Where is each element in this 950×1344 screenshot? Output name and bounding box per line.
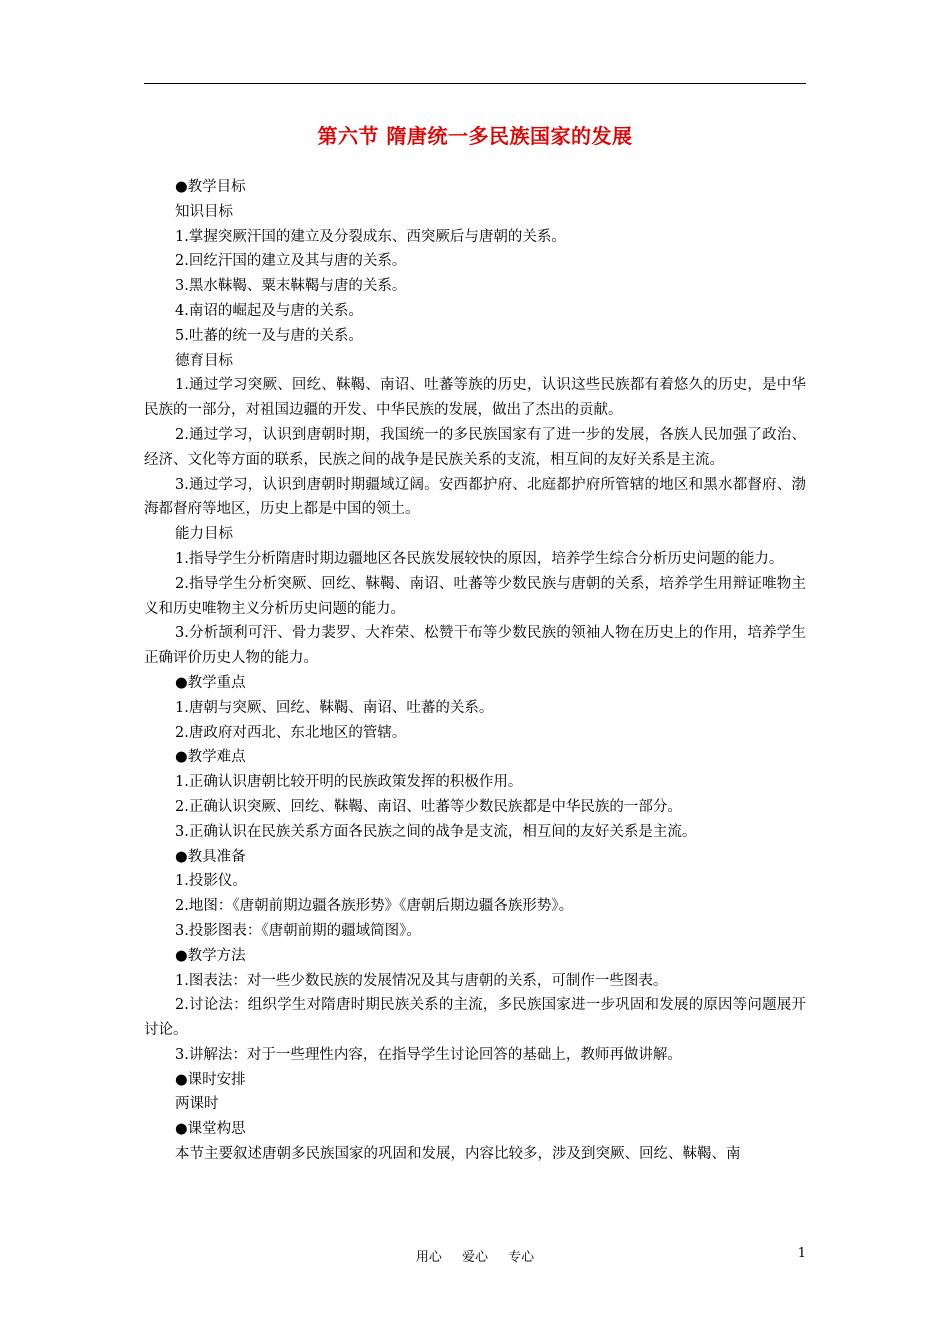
section-heading-difficulty: ●教学难点 <box>175 749 246 766</box>
focus-item-2: 2.唐政府对西北、东北地区的管辖。 <box>175 724 407 741</box>
section-heading-focus: ●教学重点 <box>175 674 246 691</box>
ability-item-1: 1.指导学生分析隋唐时期边疆地区各民族发展较快的原因，培养学生综合分析历史问题的能力。 <box>175 550 784 567</box>
methods-item-3: 3.讲解法：对于一些理性内容，在指导学生讨论回答的基础上，教师再做讲解。 <box>175 1046 682 1063</box>
document-body <box>144 175 806 1167</box>
knowledge-item-3: 3.黑水靺鞨、粟末靺鞨与唐的关系。 <box>175 278 407 295</box>
section-heading-design: ●课堂构思 <box>175 1121 246 1138</box>
page-footer <box>0 1246 950 1270</box>
knowledge-item-5: 5.吐蕃的统一及与唐的关系。 <box>175 327 363 344</box>
section-heading-methods: ●教学方法 <box>175 947 246 964</box>
difficulty-item-1: 1.正确认识唐朝比较开明的民族政策发挥的积极作用。 <box>175 774 523 791</box>
footer-motto-item: 爱心 <box>461 1250 488 1265</box>
section-heading-schedule: ●课时安排 <box>175 1071 246 1088</box>
materials-item-1: 1.投影仪。 <box>175 873 247 890</box>
page-title: 第六节 隋唐统一多民族国家的发展 <box>317 124 633 148</box>
methods-item-2: 2.讨论法：组织学生对隋唐时期民族关系的主流，多民族国家进一步巩固和发展的原因等问题展开讨论。 <box>144 997 806 1039</box>
section-heading-materials: ●教具准备 <box>175 848 246 865</box>
methods-item-1: 1.图表法：对一些少数民族的发展情况及其与唐朝的关系，可制作一些图表。 <box>175 972 668 989</box>
ability-item-2: 2.指导学生分析突厥、回纥、靺鞨、南诏、吐蕃等少数民族与唐朝的关系，培养学生用辩证唯物主义和历史唯物主义分析历史问题的能力。 <box>144 575 806 617</box>
difficulty-item-3: 3.正确认识在民族关系方面各民族之间的战争是支流，相互间的友好关系是主流。 <box>175 823 697 840</box>
moral-item-1: 1.通过学习突厥、回纥、靺鞨、南诏、吐蕃等族的历史，认识这些民族都有着悠久的历史，是中华民族的一部分，对祖国边疆的开发、中华民族的发展，做出了杰出的贡献。 <box>144 377 806 419</box>
difficulty-item-2: 2.正确认识突厥、回纥、靺鞨、南诏、吐蕃等少数民族都是中华民族的一部分。 <box>175 798 682 815</box>
footer-motto-item: 用心 <box>415 1250 442 1265</box>
page-number: 1 <box>797 1246 806 1261</box>
moral-item-3: 3.通过学习，认识到唐朝时期疆域辽阔。安西都护府、北庭都护府所管辖的地区和黑水都督府、渤海都督府等地区，历史上都是中国的领土。 <box>144 476 806 518</box>
knowledge-item-2: 2.回纥汗国的建立及其与唐的关系。 <box>175 253 407 270</box>
focus-item-1: 1.唐朝与突厥、回纥、靺鞨、南诏、吐蕃的关系。 <box>175 699 494 716</box>
schedule-item: 两课时 <box>175 1096 219 1113</box>
section-heading-objectives: ●教学目标 <box>175 179 246 195</box>
footer-motto-item: 专心 <box>508 1250 535 1265</box>
design-paragraph: 本节主要叙述唐朝多民族国家的巩固和发展，内容比较多，涉及到突厥、回纥、靺鞨、南 <box>175 1146 741 1163</box>
subheading-ability: 能力目标 <box>175 526 233 543</box>
materials-item-2: 2.地图：《唐朝前期边疆各族形势》《唐朝后期边疆各族形势》。 <box>175 898 574 915</box>
moral-item-2: 2.通过学习，认识到唐朝时期，我国统一的多民族国家有了进一步的发展，各族人民加强了政治、经济、文化等方面的联系，民族之间的战争是民族关系的支流，相互间的友好关系是主流。 <box>144 426 806 468</box>
knowledge-item-1: 1.掌握突厥汗国的建立及分裂成东、西突厥后与唐朝的关系。 <box>175 228 566 245</box>
subheading-moral: 德育目标 <box>175 352 233 369</box>
header-rule <box>144 83 806 84</box>
materials-item-3: 3.投影图表：《唐朝前期的疆域简图》。 <box>175 922 421 939</box>
knowledge-item-4: 4.南诏的崛起及与唐的关系。 <box>175 302 363 319</box>
subheading-knowledge: 知识目标 <box>175 203 233 220</box>
footer-motto <box>0 1246 950 1265</box>
ability-item-3: 3.分析颉利可汗、骨力裴罗、大祚荣、松赞干布等少数民族的领袖人物在历史上的作用，培养学生正确评价历史人物的能力。 <box>144 625 806 667</box>
